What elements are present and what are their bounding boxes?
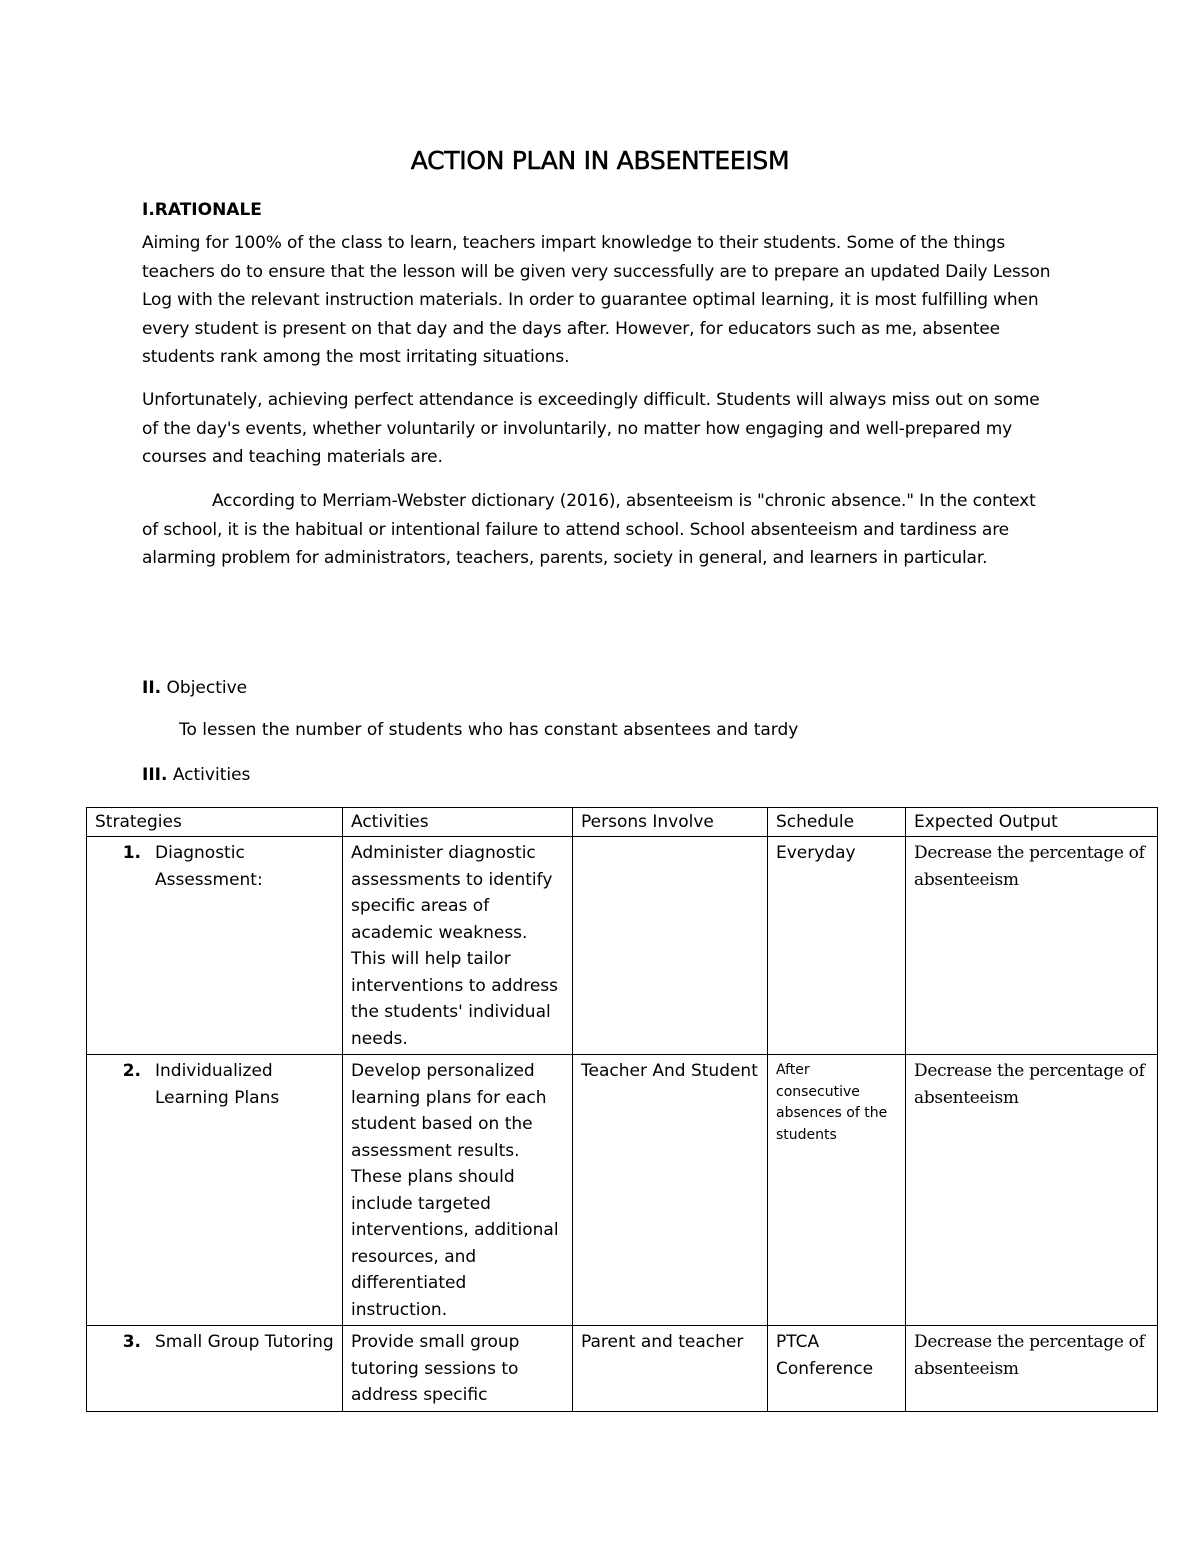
activity-cell: Develop personalized learning plans for each student based on the assessment results. These plans should include targeted interventions, additional resources, and differentiated instruction. [343,1055,573,1326]
activities-heading-label: Activities [172,765,251,785]
activity-cell: Administer diagnostic assessments to identify specific areas of academic weakness. This will help tailor interventions to address the students' individual needs. [343,837,573,1055]
table-row [87,1055,1158,1326]
objective-heading [142,678,247,698]
strategy-number: 2. [122,1061,141,1081]
persons-cell: Parent and teacher [573,1326,768,1412]
persons-cell: Teacher And Student [573,1055,768,1326]
rationale-paragraph-2: Unfortunately, achieving perfect attendance is exceedingly difficult. Students will always miss out on some of the day's events, whether voluntarily or involuntarily, no matter how engaging and well-prepared my courses and teaching materials are. [142,390,1040,467]
rationale-heading-text: I.RATIONALE [142,200,262,220]
column-header-output: Expected Output [906,808,1158,837]
strategy-name: Diagnostic Assessment: [155,843,263,890]
rationale-paragraph-3: According to Merriam-Webster dictionary (2016), absenteeism is "chronic absence." In the context of school, it is the habitual or intentional failure to attend school. School absenteeism and tardiness are alarming problem for administrators, teachers, parents, society in general, and learners in particular. [142,491,1036,568]
schedule-cell [768,1055,906,1326]
output-cell: Decrease the percentage of absenteeism [906,837,1158,1055]
column-header-strategies: Strategies [87,808,343,837]
output-cell: Decrease the percentage of absenteeism [906,1326,1158,1412]
activity-cell: Provide small group tutoring sessions to address specific [343,1326,573,1412]
strategy-name: Small Group Tutoring [155,1332,334,1352]
column-header-persons: Persons Involve [573,808,768,837]
rationale-heading [142,200,262,220]
objective-heading-num: II. [142,678,162,698]
output-cell: Decrease the percentage of absenteeism [906,1055,1158,1326]
rationale-paragraph-1: Aiming for 100% of the class to learn, teachers impart knowledge to their students. Some of the things teachers do to ensure that the lesson will be given very successfully are to prepare an updated Daily Lesson Log with the relevant instruction materials. In order to guarantee optimal learning, it is most fulfilling when every student is present on that day and the days after. However, for educators such as me, absentee students rank among the most irritating situations. [142,233,1051,367]
activities-table [86,807,1158,1412]
activities-heading [142,765,250,785]
strategy-cell [87,1326,343,1412]
objective-heading-label: Objective [166,678,248,698]
persons-cell [573,837,768,1055]
column-header-activities: Activities [343,808,573,837]
strategy-number: 3. [122,1332,141,1352]
table-header-row [87,808,1158,837]
strategy-cell [87,837,343,1055]
strategy-name: Individualized Learning Plans [155,1061,280,1108]
activities-heading-num: III. [142,765,168,785]
strategy-cell [87,1055,343,1326]
table-row [87,1326,1158,1412]
objective-text: To lessen the number of students who has constant absentees and tardy [179,720,799,740]
table-row [87,837,1158,1055]
strategy-number: 1. [122,843,141,863]
document-title: ACTION PLAN IN ABSENTEEISM [410,146,790,175]
schedule-cell: Everyday [768,837,906,1055]
column-header-schedule: Schedule [768,808,906,837]
schedule-text: After consecutive absences of the students [776,1062,888,1143]
schedule-cell: PTCA Conference [768,1326,906,1412]
